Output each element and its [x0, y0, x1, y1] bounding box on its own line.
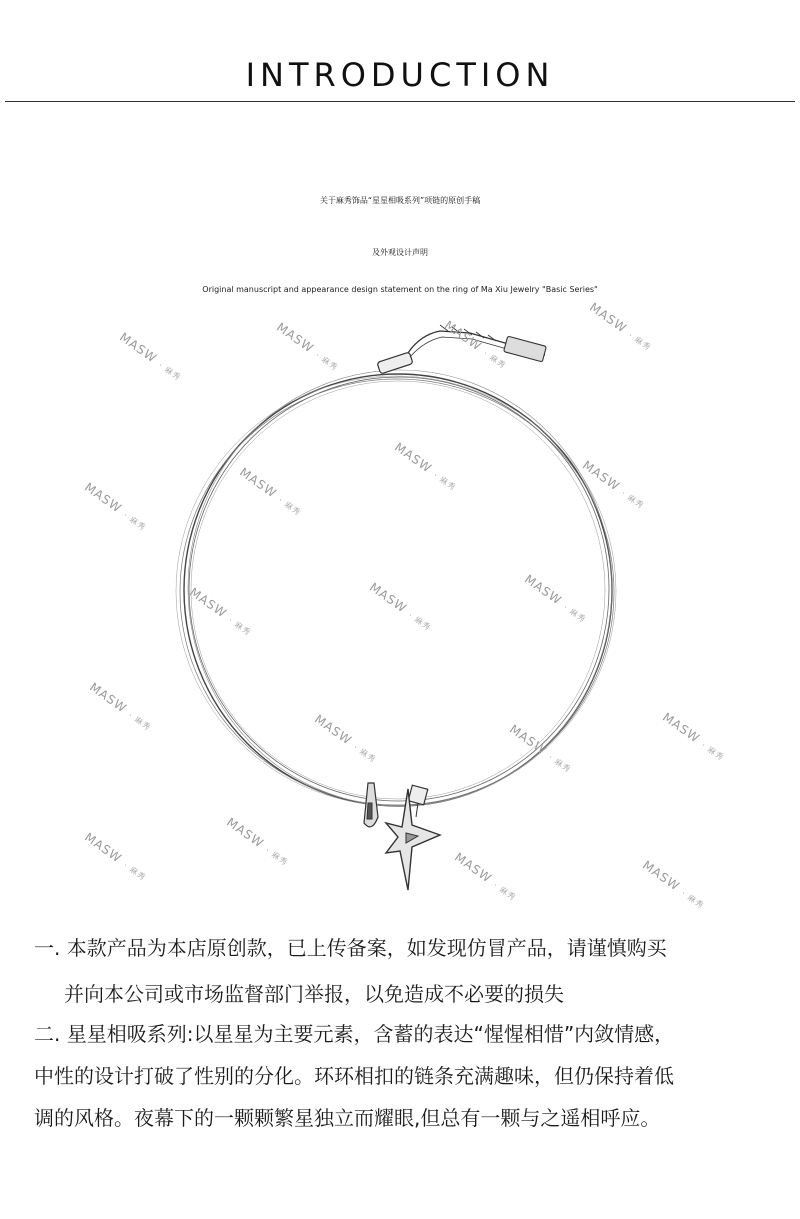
watermark: MASW· 麻秀 [579, 458, 646, 511]
note-line-1: 一. 本款产品为本店原创款，已上传备案，如发现仿冒产品，请谨慎购买 [34, 936, 667, 960]
drop-pendant [364, 783, 378, 827]
chinese-title-line1: 关于麻秀饰品“星星相吸系列”项链的原创手稿 [319, 196, 481, 205]
watermark: MASW· 麻秀 [441, 318, 508, 371]
watermark: MASW· 麻秀 [81, 830, 148, 883]
note-line-5: 调的风格。夜幕下的一颗颗繁星独立而耀眼,但总有一颗与之遥相呼应。 [34, 1106, 661, 1130]
note-line-2: 并向本公司或市场监督部门举报，以免造成不必要的损失 [64, 982, 564, 1006]
note-line-4: 中性的设计打破了性别的分化。环环相扣的链条充满趣味，但仍保持着低 [34, 1064, 674, 1088]
watermark: MASW· 麻秀 [311, 712, 378, 765]
header-divider [5, 101, 795, 102]
watermark: MASW· 麻秀 [391, 440, 458, 493]
watermark: MASW· 麻秀 [659, 710, 726, 763]
watermark: MASW· 麻秀 [506, 722, 573, 775]
header-title: INTRODUCTION [245, 56, 555, 94]
watermark: MASW· 麻秀 [186, 585, 253, 638]
chinese-title-line2: 及外观设计声明 [372, 248, 428, 257]
watermark: MASW· 麻秀 [273, 320, 340, 373]
watermark: MASW· 麻秀 [236, 465, 303, 518]
watermark: MASW· 麻秀 [81, 480, 148, 533]
english-subtitle: Original manuscript and appearance design statement on the ring of Ma Xiu Jewelry "Basic Series" [202, 285, 598, 294]
watermark: MASW· 麻秀 [451, 850, 518, 903]
watermark: MASW· 麻秀 [586, 300, 653, 353]
watermark: MASW· 麻秀 [639, 858, 706, 911]
watermark: MASW· 麻秀 [223, 815, 290, 868]
watermark: MASW· 麻秀 [116, 330, 183, 383]
watermark: MASW· 麻秀 [521, 572, 588, 625]
watermark: MASW· 麻秀 [366, 580, 433, 633]
note-line-3: 二. 星星相吸系列:以星星为主要元素，含蓄的表达“惺惺相惜”内敛情感， [34, 1022, 675, 1046]
watermark: MASW· 麻秀 [86, 680, 153, 733]
